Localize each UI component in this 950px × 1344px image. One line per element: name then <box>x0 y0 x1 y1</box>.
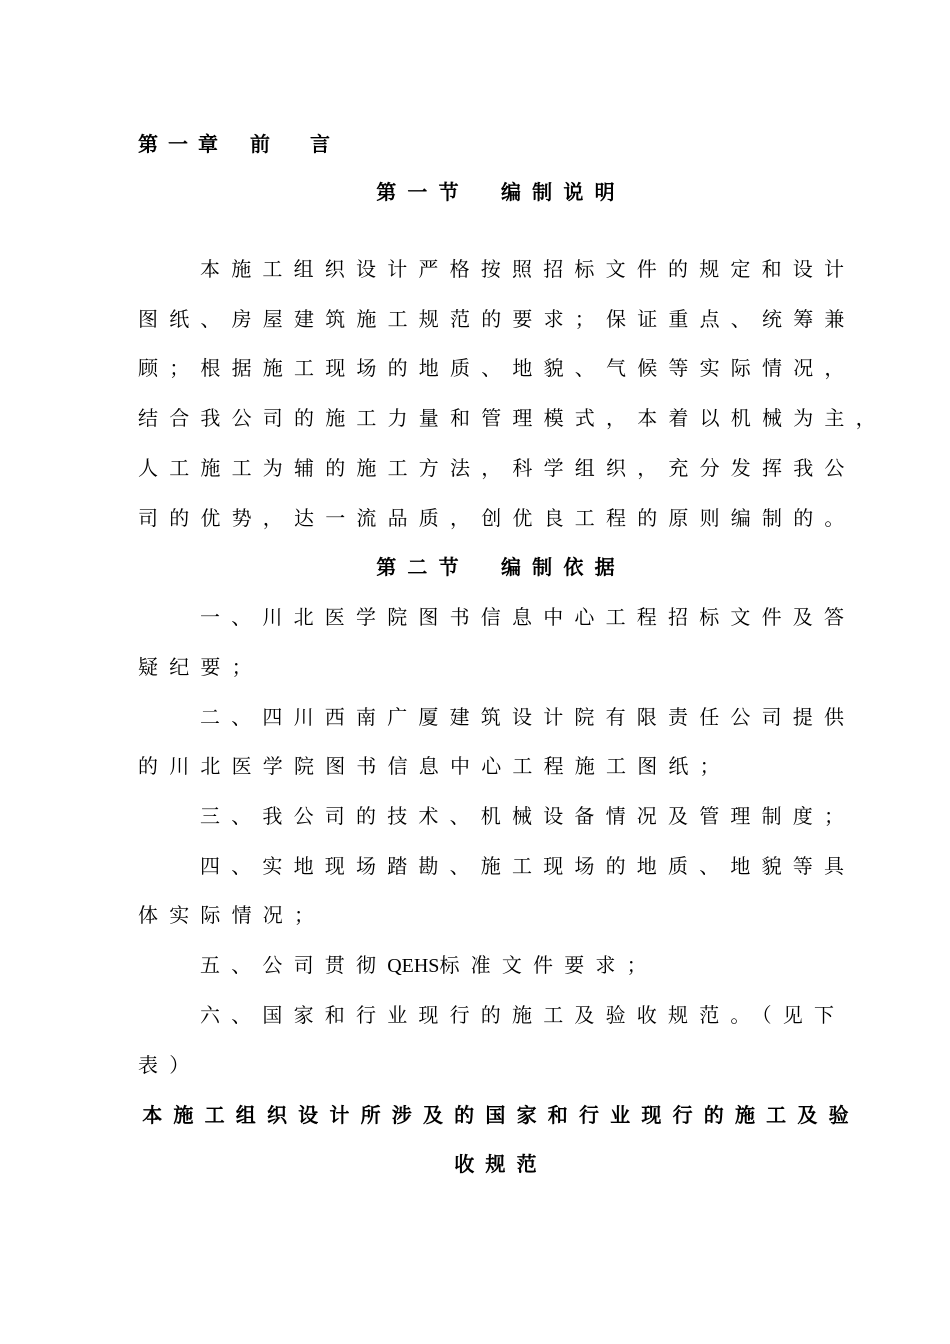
basis-item-5 <box>200 951 864 980</box>
paragraph-line: 结合我公司的施工力量和管理模式，本着以机械为主， <box>138 406 887 430</box>
section-2-title: 第二节 编制依据 <box>376 555 626 579</box>
basis-item-4-line-2: 体实际情况； <box>138 903 326 927</box>
basis-item-6-line-2: 表） <box>138 1053 201 1077</box>
basis-item-1-line-2: 疑纪要； <box>138 655 263 679</box>
basis-item-1-line-1: 一、川北医学院图书信息中心工程招标文件及答 <box>200 605 856 629</box>
basis-item-2-line-2: 的川北医学院图书信息中心工程施工图纸； <box>138 754 731 778</box>
basis-item-6-line-1: 六、国家和行业现行的施工及验收规范。（见下 <box>200 1003 846 1027</box>
chapter-heading <box>138 130 864 158</box>
paragraph-line: 图纸、房屋建筑施工规范的要求；保证重点、统筹兼 <box>138 307 856 331</box>
paragraph-line: 顾；根据施工现场的地质、地貌、气候等实际情况， <box>138 356 856 380</box>
chapter-title: 前 言 <box>250 132 340 156</box>
basis-item-2-line-1: 二、四川西南广厦建筑设计院有限责任公司提供 <box>200 705 856 729</box>
paragraph-line: 司的优势，达一流品质，创优良工程的原则编制的。 <box>138 506 856 530</box>
table-title-line-1: 本施工组织设计所涉及的国家和行业现行的施工及验 <box>142 1103 860 1127</box>
basis-item-4-line-1: 四、实地现场踏勘、施工现场的地质、地貌等具 <box>200 854 856 878</box>
table-title-line-2: 收规范 <box>454 1152 548 1176</box>
basis-item-5-pre: 五、公司贯彻 <box>200 953 388 977</box>
section-1-title: 第一节 编制说明 <box>376 180 626 204</box>
paragraph-line: 本施工组织设计严格按照招标文件的规定和设计 <box>200 257 856 281</box>
paragraph-line: 人工施工为辅的施工方法，科学组织，充分发挥我公 <box>138 456 856 480</box>
basis-item-5-latin: QEHS <box>387 955 440 977</box>
chapter-number: 第一章 <box>138 132 228 156</box>
basis-item-5-post: 标准文件要求； <box>439 953 658 977</box>
basis-item-3: 三、我公司的技术、机械设备情况及管理制度； <box>200 804 856 828</box>
